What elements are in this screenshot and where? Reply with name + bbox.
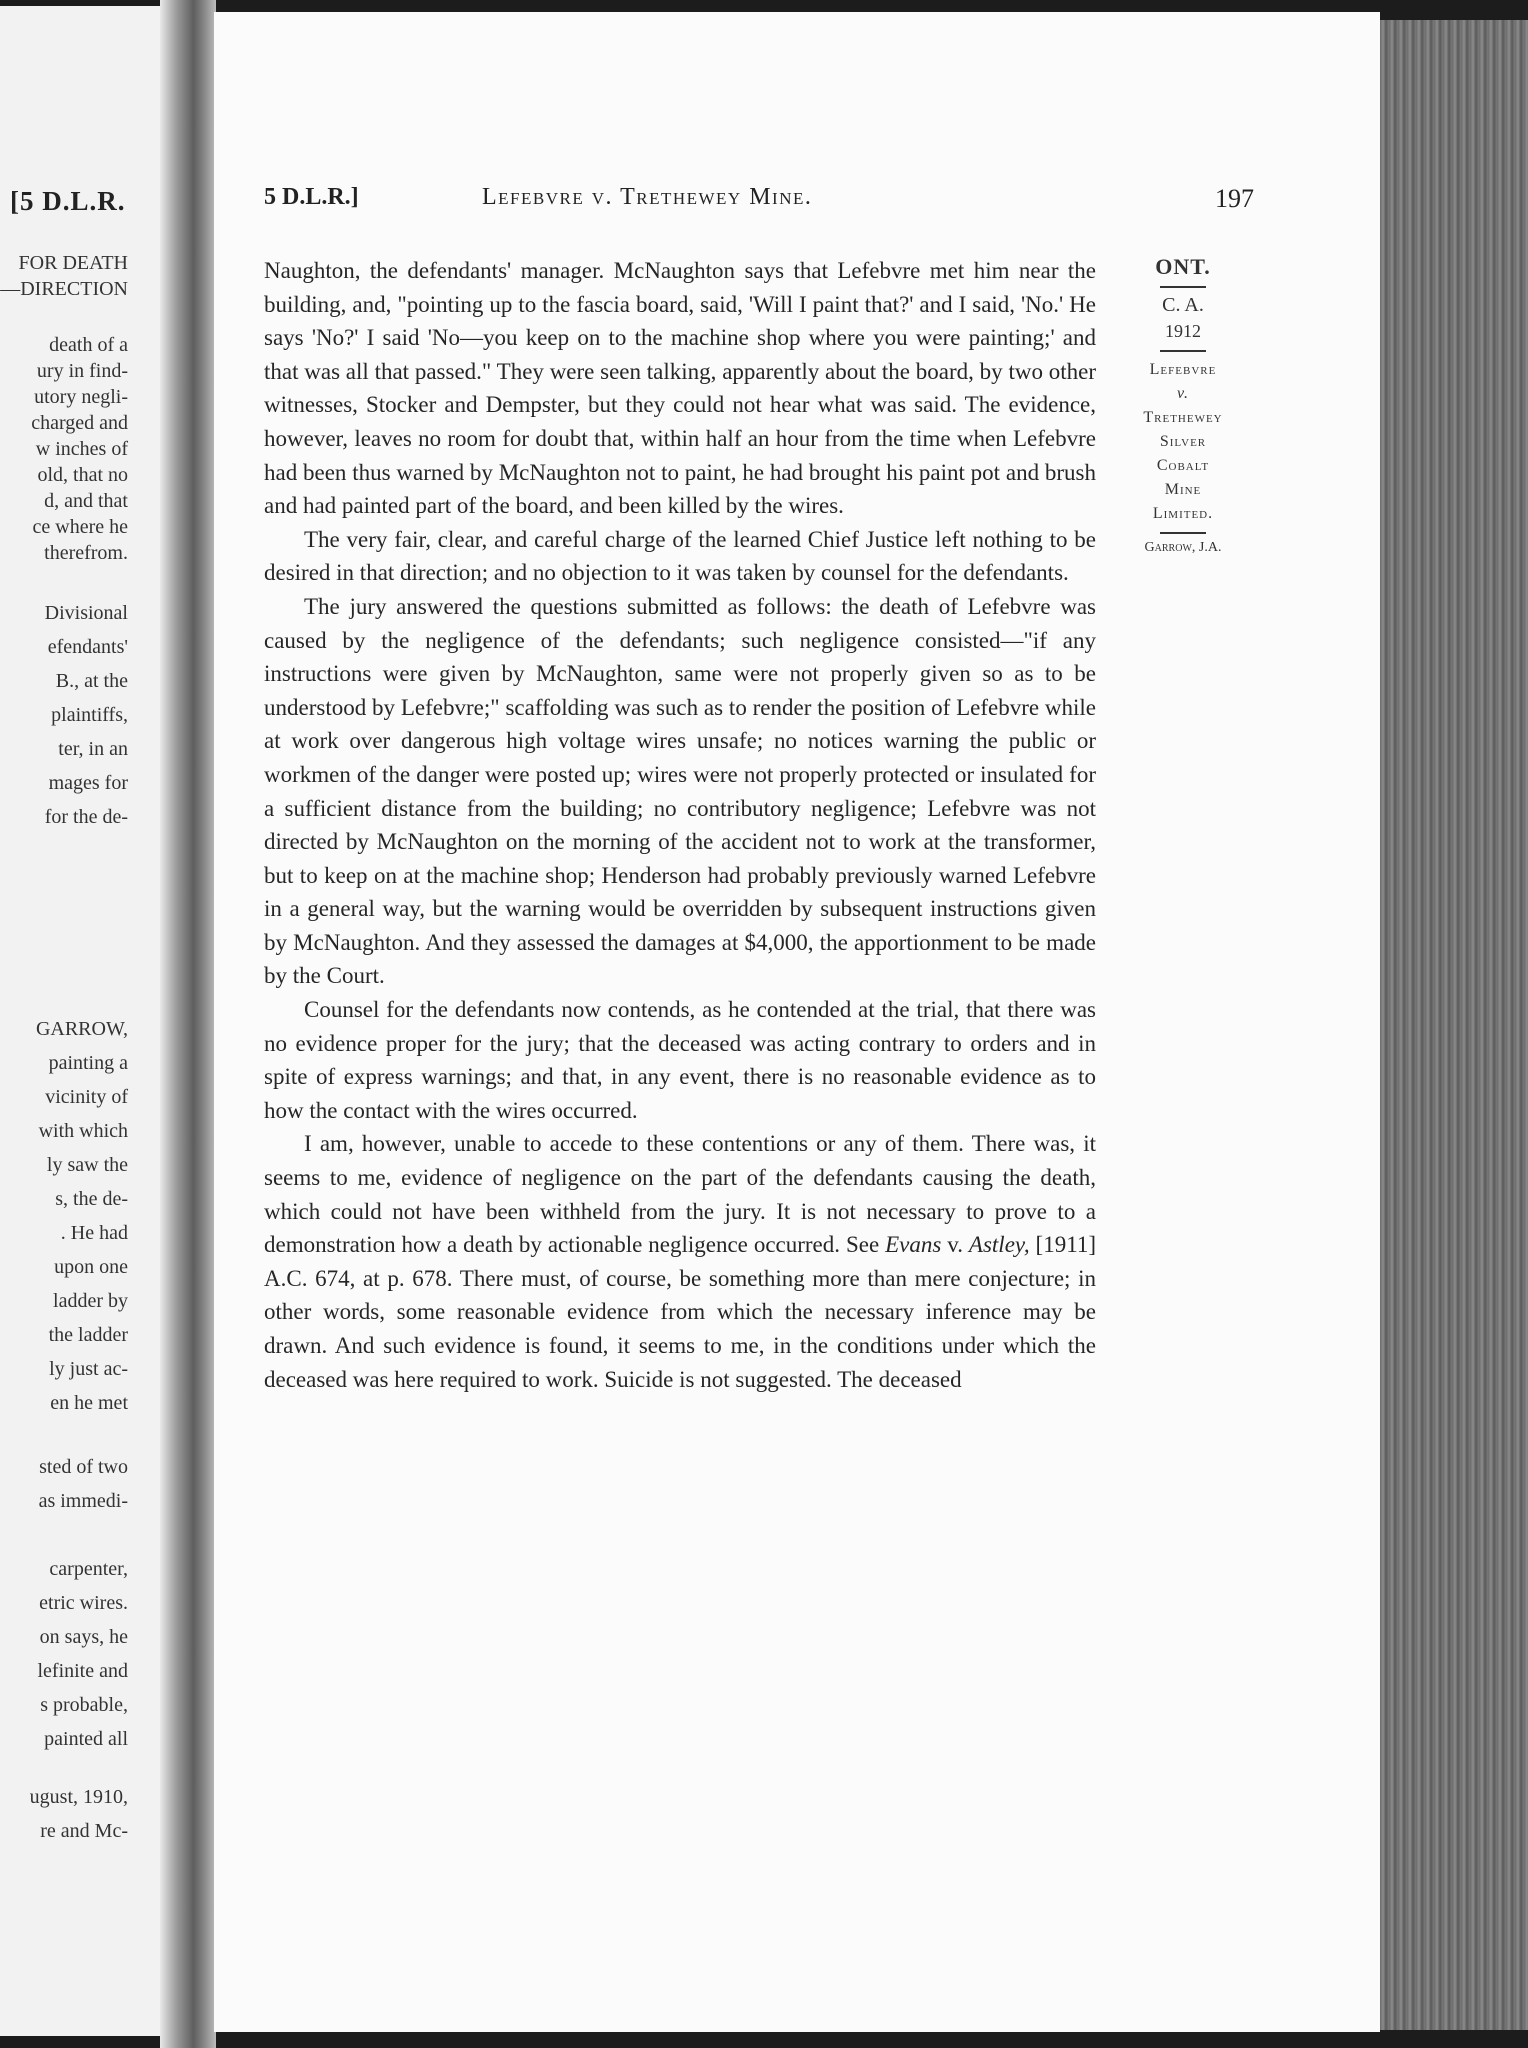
case-citation-party: Evans <box>885 1232 942 1258</box>
facing-page-line: ugust, 1910, <box>29 1786 128 1808</box>
jurisdiction: ONT. <box>1155 254 1211 279</box>
volume-reference: 5 D.L.R.] <box>264 184 359 210</box>
party-two: Limited. <box>1152 505 1214 522</box>
facing-page-line: charged and <box>31 412 128 434</box>
facing-page-line: s, the de- <box>55 1188 128 1210</box>
facing-page-line: old, that no <box>37 464 128 486</box>
facing-page-line: s probable, <box>40 1694 128 1716</box>
facing-page-line: . He had <box>60 1222 128 1244</box>
divider <box>1160 532 1206 534</box>
paragraph <box>264 1127 1096 1396</box>
party-two: Cobalt <box>1156 457 1210 474</box>
case-title: Lefebvre v. Trethewey Mine. <box>482 184 813 210</box>
facing-page <box>0 6 168 2036</box>
party-one: Lefebvre <box>1149 361 1217 378</box>
facing-page-line: FOR DEATH <box>18 252 128 274</box>
party-two: Silver <box>1159 433 1207 450</box>
paragraph: The very fair, clear, and careful charge of the learned Chief Justice left nothing to be desired in that direction; and no objection to it was taken by counsel for the defendants. <box>264 526 1096 586</box>
facing-page-line: ce where he <box>32 516 128 538</box>
facing-page-line: painted all <box>44 1728 128 1750</box>
facing-page-line: Divisional <box>44 602 128 624</box>
page-number: 197 <box>1215 184 1254 213</box>
facing-page-line: death of a <box>49 334 128 356</box>
facing-page-line: on says, he <box>39 1626 128 1648</box>
year: 1912 <box>1165 321 1201 341</box>
facing-page-line: ury in find- <box>36 360 128 382</box>
book-gutter <box>160 0 216 2048</box>
paragraph: Naughton, the defendants' manager. McNaughton says that Lefebvre met him near the building, and, "pointing up to the fascia board, said, 'Will I paint that?' and I said, 'No.' He says 'No?' I said 'No—you keep on to the machine shop where you were painting;' and that was all that passed." They were seen talking, apparently about the board, by two other witnesses, Stocker and Dempster, but they could not hear what was said. The evidence, however, leaves no room for doubt that, within half an hour from the time when Lefebvre had been thus warned by McNaughton not to paint, he had brought his paint pot and brush and had painted part of the board, and been killed by the wires. <box>264 258 1096 519</box>
facing-page-line: vicinity of <box>45 1086 128 1108</box>
facing-page-line: ly just ac- <box>49 1358 128 1380</box>
page-edges <box>1380 20 1528 2030</box>
paragraph-text: [1911] A.C. 674, at p. 678. There must, of course, be something more than mere conjecture; in other words, some reasonable evidence from which the necessary inference may be drawn. And such evidence is found, it seems to me, in the conditions under which the deceased was here required to work. Suicide is not suggested. The deceased <box>264 1232 1097 1392</box>
facing-page-line: for the de- <box>44 806 128 828</box>
facing-page-line: ter, in an <box>58 738 128 760</box>
running-head <box>264 184 1254 218</box>
facing-page-line: with which <box>38 1120 128 1142</box>
facing-page-line: etric wires. <box>39 1592 128 1614</box>
judge: Garrow, J.A. <box>1144 540 1222 555</box>
facing-page-line: —DIRECTION <box>0 278 128 300</box>
facing-page-line: therefrom. <box>44 542 128 564</box>
facing-page-line: efendants' <box>47 636 128 658</box>
facing-page-header: [5 D.L.R. <box>10 186 126 216</box>
facing-page-line: ladder by <box>53 1290 128 1312</box>
paragraph: The jury answered the questions submitted as follows: the death of Lefebvre was caused by the negligence of the defendants; such negligence consisted—"if any instructions were given by McNaughton, same were not properly given so as to be understood by Lefebvre;" scaffolding was such as to render the position of Lefebvre while at work over dangerous high voltage wires unsafe; no notices warning the public or workmen of the danger were posted up; wires were not properly protected or insulated for a sufficient distance from the building; no contributory negligence; Lefebvre was not directed by McNaughton on the morning of the accident not to work at the transformer, but to keep on at the machine shop; Henderson had probably previously warned Lefebvre in a general way, but the warning would be overridden by subsequent instructions given by McNaughton. And they assessed the damages at $4,000, the apportionment to be made by the Court. <box>264 593 1096 989</box>
facing-page-line: re and Mc- <box>40 1820 128 1842</box>
facing-page-line: ly saw the <box>46 1154 128 1176</box>
facing-page-line: carpenter, <box>49 1558 128 1580</box>
versus: v. <box>1177 385 1189 402</box>
paragraph: Counsel for the defendants now contends, as he contended at the trial, that there was no evidence proper for the jury; that the deceased was acting contrary to orders and in spite of express warnings; and that, in any event, there is no reasonable evidence as to how the contact with the wires occurred. <box>264 997 1096 1123</box>
facing-page-line: GARROW, <box>35 1018 128 1040</box>
facing-page-line: w inches of <box>35 438 128 460</box>
facing-page-line: mages for <box>48 772 128 794</box>
facing-page-line: lefinite and <box>37 1660 128 1682</box>
facing-page-line: sted of two <box>39 1456 128 1478</box>
facing-page-line: B., at the <box>55 670 128 692</box>
facing-page-line: upon one <box>54 1256 128 1278</box>
party-two: Mine <box>1164 481 1202 498</box>
facing-page-line: plaintiffs, <box>51 704 128 726</box>
facing-page-line: d, and that <box>44 490 128 512</box>
party-two: Trethewey <box>1143 409 1223 426</box>
facing-page-line: utory negli- <box>34 386 128 408</box>
facing-page-line: as immedi- <box>38 1490 128 1512</box>
facing-page-line: the ladder <box>48 1324 128 1346</box>
case-citation-party: Astley, <box>968 1232 1030 1258</box>
divider <box>1160 350 1206 352</box>
divider <box>1160 286 1206 288</box>
margin-note <box>1110 254 1256 556</box>
case-name <box>1110 358 1256 526</box>
facing-page-line: en he met <box>50 1392 128 1414</box>
court: C. A. <box>1162 294 1204 316</box>
facing-page-line: painting a <box>48 1052 128 1074</box>
paragraph-text: I am, however, unable to accede to these contentions or any of them. There was, it seems to me, evidence of negligence on the part of the defendants causing the death, which could not have been withheld from the jury. It is not necessary to prove to a demonstration how a death by actionable negligence occurred. See <box>264 1131 1096 1258</box>
citation-versus: v. <box>941 1232 969 1258</box>
main-text <box>264 254 1096 1396</box>
